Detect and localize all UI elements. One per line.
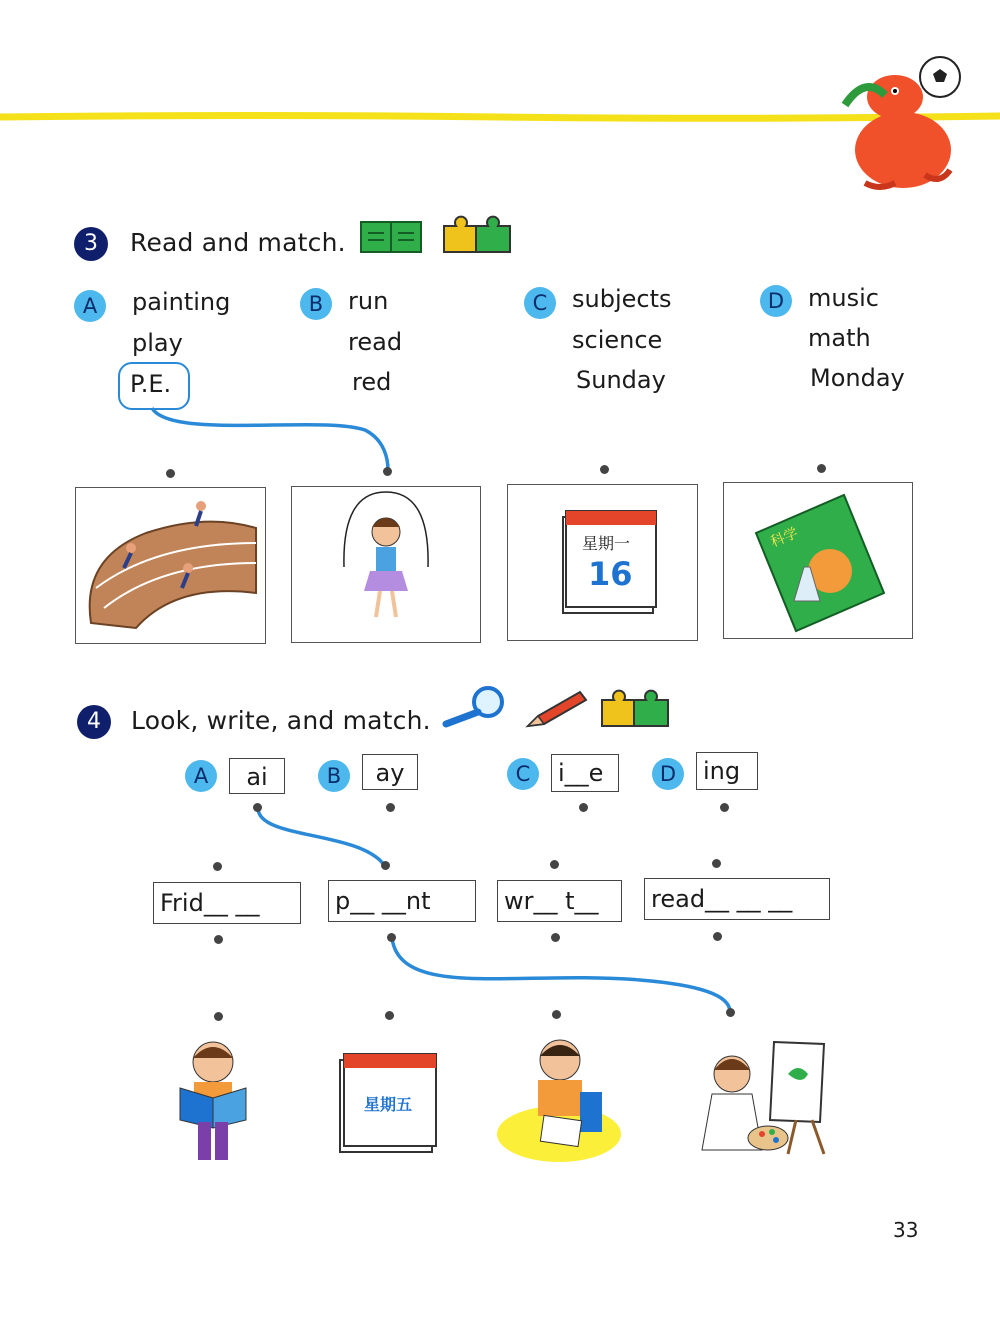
dot[interactable] [551,933,560,942]
word-box-1[interactable]: Frid__ __ [153,882,301,924]
option-a-letter: A [185,760,217,792]
dot[interactable] [387,933,396,942]
dot[interactable] [713,932,722,941]
group-a-word-1: painting [132,288,231,316]
picture-science-book [723,482,913,639]
dot[interactable] [214,935,223,944]
option-b-box: ay [362,754,418,790]
page-number: 33 [893,1218,919,1242]
pencil-icon [524,686,590,730]
group-c-word-2: science [572,326,663,354]
group-b-word-3: red [352,368,392,396]
exercise-3-title: Read and match. [130,228,346,257]
exercise-4-title: Look, write, and match. [131,706,431,735]
dot[interactable] [214,1012,223,1021]
dot[interactable] [383,467,392,476]
group-a-letter: A [74,290,106,322]
option-c-box: i__e [551,754,619,792]
option-a-box: ai [229,758,285,794]
dot[interactable] [552,1010,561,1019]
word-box-3[interactable]: wr__ t__ [497,880,622,922]
group-d-letter: D [760,285,792,317]
picture-girl-jump-rope [291,486,481,643]
dot[interactable] [600,465,609,474]
group-d-word-1: music [808,284,879,312]
boy-reading-book-icon [168,1036,258,1168]
option-c-letter: C [507,758,539,790]
calendar-friday-text: 星期五 [364,1095,413,1114]
group-d-word-3: Monday [810,364,905,392]
running-track-icon [76,488,265,643]
word-box-2[interactable]: p__ __nt [328,880,476,922]
group-b-word-2: read [348,328,403,356]
science-book-icon [724,483,912,638]
group-c-word-1: subjects [572,285,672,313]
option-b-letter: B [318,760,350,792]
option-d-box: ing [696,752,758,790]
exercise-3-number: 3 [74,227,108,261]
group-c-letter: C [524,287,556,319]
group-b-word-1: run [348,287,389,315]
dot[interactable] [166,469,175,478]
dot[interactable] [712,859,721,868]
exercise-4-number: 4 [77,705,111,739]
book-cover-text: 科学 [768,525,801,551]
dot[interactable] [253,803,262,812]
group-a-word-3: P.E. [130,370,172,398]
calendar-friday [336,1050,440,1156]
puzzle-icon [598,686,672,730]
calendar-date: 16 [588,555,633,593]
group-d-word-2: math [808,324,871,352]
picture-calendar-monday [507,484,698,641]
dot[interactable] [213,862,222,871]
dot[interactable] [550,860,559,869]
dot[interactable] [386,803,395,812]
group-a-word-2: play [132,329,183,357]
dot[interactable] [381,861,390,870]
magnifier-icon [440,684,514,728]
dot[interactable] [726,1008,735,1017]
dot[interactable] [385,1011,394,1020]
dot[interactable] [579,803,588,812]
dot[interactable] [720,803,729,812]
option-d-letter: D [652,758,684,790]
boy-writing-icon [494,1036,624,1164]
girl-jump-rope-icon [292,487,480,642]
group-c-word-3: Sunday [576,366,666,394]
dot[interactable] [817,464,826,473]
calendar-day-text: 星期一 [582,534,631,553]
picture-running-track [75,487,266,644]
word-box-4[interactable]: read__ __ __ [644,878,830,920]
girl-painting-icon [684,1034,834,1164]
group-b-letter: B [300,288,332,320]
